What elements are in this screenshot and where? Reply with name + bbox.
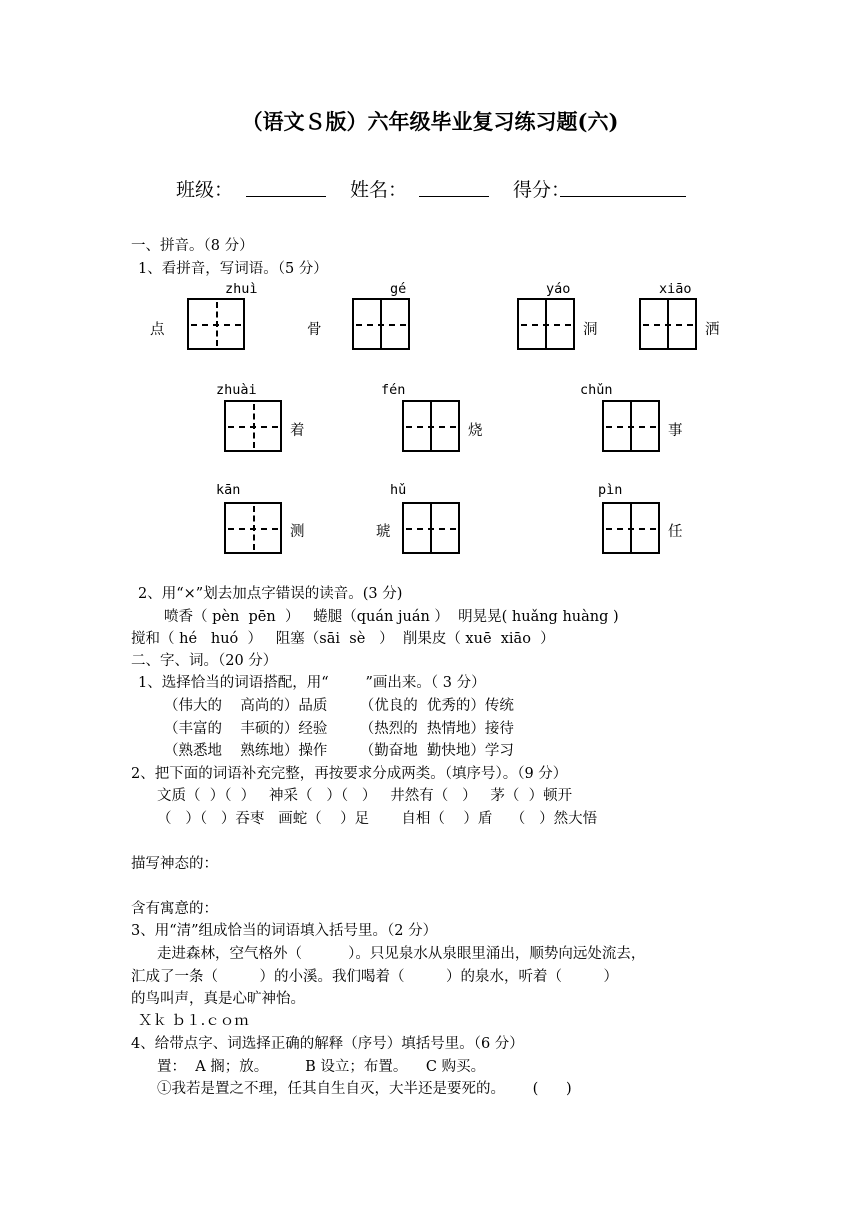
- pinyin-label: fén: [381, 382, 406, 398]
- q2-4-item: ①我若是置之不理，任其自生自灭，大半还是要死的。 ( ): [157, 1081, 572, 1097]
- page-title: （语文Ｓ版）六年级毕业复习练习题(六): [241, 109, 619, 134]
- writing-grid-double[interactable]: [224, 400, 282, 452]
- pinyin-label: zhuài: [216, 382, 257, 398]
- context-char: 事: [668, 423, 683, 439]
- q1-1-heading: 1、看拼音，写词语。（5 分）: [138, 261, 328, 277]
- q2-2-line: （ ）（ ）吞枣 画蛇（ ）足 自相（ ）盾 （ ）然大悟: [157, 811, 598, 827]
- score-label: 得分：: [513, 179, 571, 201]
- writing-grid-double[interactable]: [352, 298, 410, 350]
- pinyin-label: pìn: [598, 482, 623, 498]
- context-char: 烧: [468, 423, 483, 439]
- pinyin-label: hǔ: [390, 482, 407, 498]
- context-char: 任: [668, 524, 683, 540]
- writing-grid-double[interactable]: [402, 400, 460, 452]
- name-label: 姓名：: [350, 179, 408, 201]
- q1-2-heading: 2、用“×”划去加点字错误的读音。(3 分): [138, 586, 403, 602]
- q2-2-label: 含有寓意的：: [131, 901, 218, 917]
- q2-2-line: 文质（ ）（ ） 神采（ ）（ ） 井然有（ ） 茅（ ）顿开: [157, 788, 573, 804]
- context-char: 洞: [583, 322, 598, 338]
- q2-2-label: 描写神态的：: [131, 856, 218, 872]
- context-char: 洒: [705, 322, 720, 338]
- q2-1-heading: 1、选择恰当的词语搭配，用“ ”画出来。（ 3 分）: [138, 675, 486, 691]
- writing-grid-double[interactable]: [187, 298, 245, 350]
- section-1-heading: 一、拼音。（8 分）: [131, 238, 254, 254]
- writing-grid-double[interactable]: [224, 502, 282, 554]
- q2-4-heading: 4、给带点字、词选择正确的解释（序号）填括号里。（6 分）: [131, 1036, 524, 1052]
- watermark-text: Ｘｋ ｂ１.ｃｏｍ: [138, 1013, 249, 1029]
- pinyin-label: chǔn: [580, 382, 613, 398]
- pinyin-label: yáo: [546, 281, 571, 297]
- context-char: 琥: [376, 524, 391, 540]
- pinyin-label: kān: [216, 482, 241, 498]
- writing-grid-double[interactable]: [517, 298, 575, 350]
- q2-1-row: （熟悉地 熟练地）操作 （勤奋地 勤快地）学习: [164, 743, 514, 759]
- score-blank[interactable]: [560, 196, 686, 197]
- writing-grid-double[interactable]: [602, 502, 660, 554]
- q2-1-row: （伟大的 高尚的）品质 （优良的 优秀的）传统: [164, 698, 514, 714]
- class-blank[interactable]: [246, 196, 326, 197]
- q1-2-line: 搅和（ hé huó ） 阻塞（sāi sè ） 削果皮（ xuē xiāo ）: [131, 631, 555, 647]
- pinyin-label: gé: [390, 281, 407, 297]
- writing-grid-double[interactable]: [602, 400, 660, 452]
- pinyin-label: zhuì: [225, 281, 258, 297]
- q2-3-heading: 3、用“清”组成恰当的词语填入括号里。（2 分）: [131, 923, 438, 939]
- context-char: 着: [290, 423, 305, 439]
- pinyin-label: xiāo: [659, 281, 692, 297]
- q2-3-line: 的鸟叫声，真是心旷神怡。: [131, 991, 305, 1007]
- writing-grid-double[interactable]: [639, 298, 697, 350]
- context-char: 测: [290, 524, 305, 540]
- context-char: 点: [150, 322, 165, 338]
- class-label: 班级：: [176, 179, 234, 201]
- q2-2-heading: 2、把下面的词语补充完整，再按要求分成两类。（填序号）。（9 分）: [131, 766, 568, 782]
- name-blank[interactable]: [419, 196, 489, 197]
- q1-2-line: 喷香（ pèn pēn ） 蜷腿（quán juán ） 明晃晃( huǎng huàng ): [164, 609, 619, 625]
- q2-1-row: （丰富的 丰硕的）经验 （热烈的 热情地）接待: [164, 721, 514, 737]
- q2-4-options: 置： A 搁；放。 B 设立；布置。 C 购买。: [157, 1059, 486, 1075]
- writing-grid-double[interactable]: [402, 502, 460, 554]
- context-char: 骨: [307, 322, 322, 338]
- q2-3-line: 走进森林，空气格外（ ）。只见泉水从泉眼里涌出，顺势向远处流去，: [157, 946, 646, 962]
- q2-3-line: 汇成了一条（ ）的小溪。我们喝着（ ）的泉水，听着（ ）: [131, 969, 618, 985]
- section-2-heading: 二、字、词。（20 分）: [131, 653, 278, 669]
